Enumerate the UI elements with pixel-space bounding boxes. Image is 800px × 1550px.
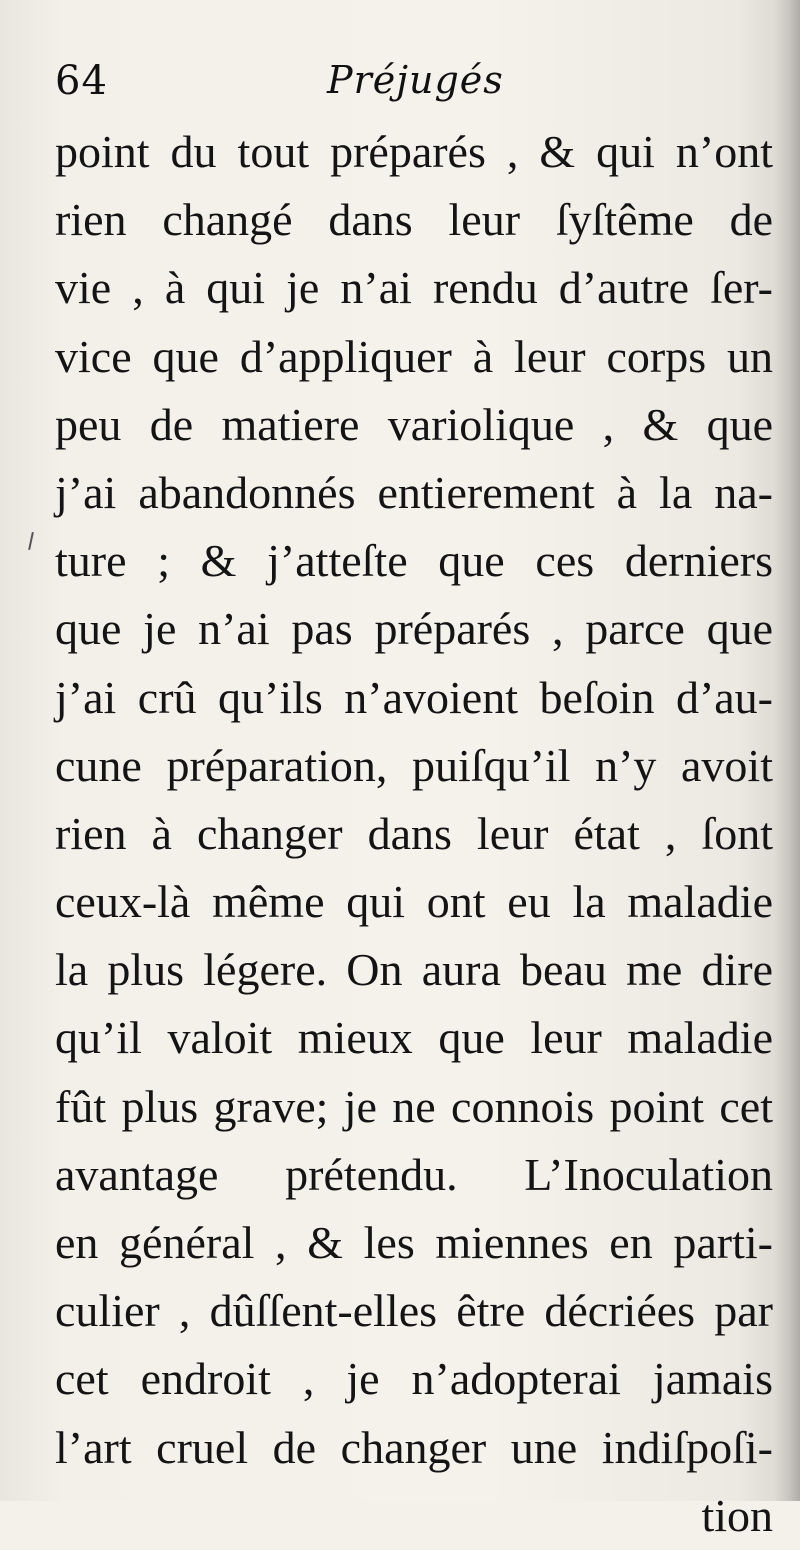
text-line: ture ; & j’atteſte que ces derniers (55, 535, 773, 587)
text-line: que je n’ai pas préparés , parce que (55, 603, 773, 655)
running-head: Préjugés (327, 58, 504, 102)
text-line: point du tout préparés , & qui n’ont (55, 126, 773, 177)
page-header (55, 58, 775, 118)
text-line: culier , dûſſent-elles être décriées par (55, 1285, 773, 1337)
text-line: l’art cruel de changer une indiſpoſi- (55, 1421, 773, 1473)
text-line: vice que d’appliquer à leur corps un (55, 330, 773, 382)
text-line: j’ai abandonnés entierement à la na- (55, 466, 773, 518)
text-line: cune préparation, puiſqu’il n’y avoit (55, 739, 773, 791)
text-line: rien à changer dans leur état , ſont (55, 807, 773, 859)
page-number: 64 (55, 58, 108, 104)
text-line: cet endroit , je n’adopterai jamais (55, 1353, 773, 1405)
text-line: rien changé dans leur ſyſtême de (55, 194, 773, 246)
text-line: en général , & les miennes en parti- (55, 1217, 773, 1268)
margin-mark (28, 532, 34, 550)
body-text (55, 118, 773, 1550)
text-line: j’ai crû qu’ils n’avoient beſoin d’au- (55, 671, 773, 723)
text-line: fût plus grave; je ne connois point cet (55, 1080, 773, 1132)
text-line: la plus légere. On aura beau me dire (55, 944, 773, 996)
text-line: qu’il valoit mieux que leur maladie (55, 1012, 773, 1064)
catchword: tion (701, 1489, 773, 1541)
text-line: ceux-là même qui ont eu la maladie (55, 876, 773, 928)
text-line: avantage prétendu. L’Inoculation (55, 1148, 773, 1200)
text-line: vie , à qui je n’ai rendu d’autre ſer- (55, 262, 773, 314)
text-line: peu de matiere variolique , & que (55, 398, 773, 450)
